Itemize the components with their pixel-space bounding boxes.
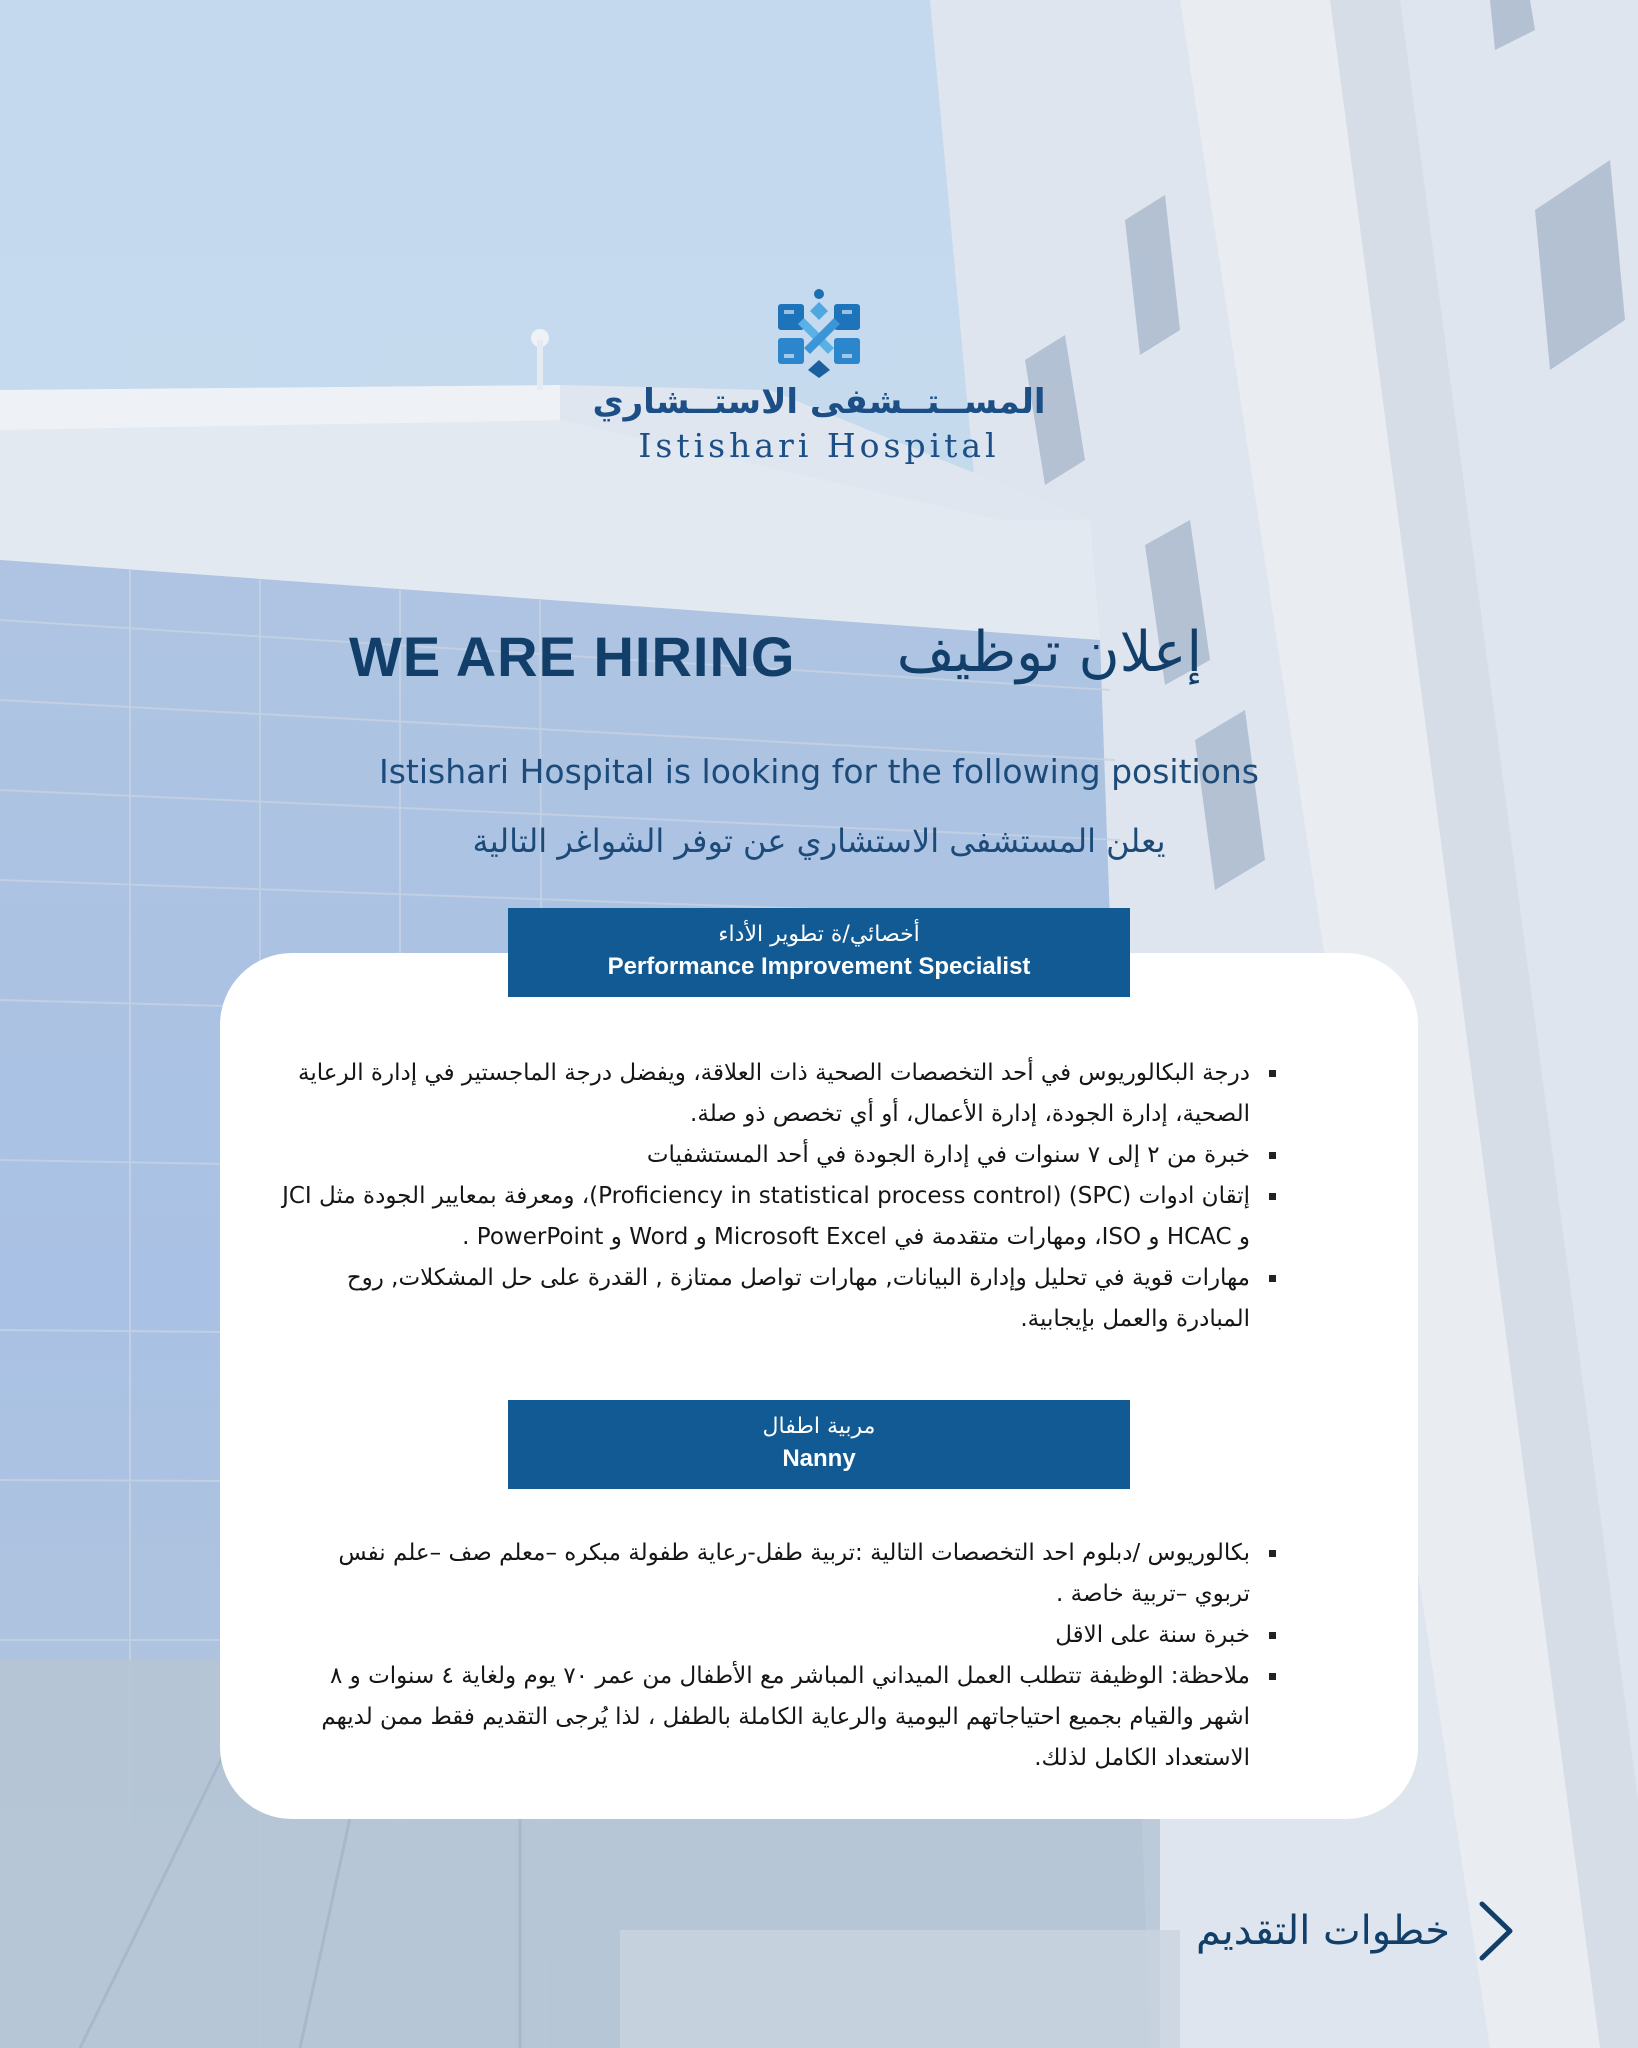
requirement-item: خبرة من ٢ إلى ٧ سنوات في إدارة الجودة في أحد المستشفيات: [276, 1135, 1276, 1176]
chevron-right-icon: [1476, 1900, 1516, 1962]
apply-steps-label: خطوات التقديم: [1195, 1908, 1450, 1954]
apply-steps-link[interactable]: [1196, 1900, 1516, 1962]
position-title-english: Nanny: [782, 1445, 856, 1472]
requirement-item: ملاحظة: الوظيفة تتطلب العمل الميداني المباشر مع الأطفال من عمر ٧٠ يوم ولغاية ٤ سنوات و ٨ اشهر والقيام بجميع احتياجاتهم اليومية والرعاية الكاملة بالطفل ، لذا يُرجى التقديم فقط ممن لديهم الاستعداد الكامل لذلك.: [276, 1656, 1276, 1779]
requirement-item: درجة البكالوريوس في أحد التخصصات الصحية ذات العلاقة، ويفضل درجة الماجستير في إدارة الرعاية الصحية، إدارة الجودة، إدارة الأعمال، أو أي تخصص ذو صلة.: [276, 1053, 1276, 1135]
position-banner-performance-specialist: [508, 908, 1130, 997]
requirement-item: إتقان ادوات (SPC) (Proficiency in statistical process control)، ومعرفة بمعايير الجودة مثل JCI و HCAC و ISO، ومهارات متقدمة في Microsoft Excel و Word و PowerPoint .: [276, 1176, 1276, 1258]
headline-arabic: إعلان توظيف: [896, 620, 1202, 685]
position-banner-nanny: [508, 1400, 1130, 1489]
position-title-arabic: أخصائي/ة تطوير الأداء: [718, 922, 920, 947]
hospital-logo: [0, 288, 1638, 465]
subtitle-english: Istishari Hospital is looking for the following positions: [378, 752, 1259, 791]
requirement-item: خبرة سنة على الاقل: [276, 1615, 1276, 1656]
headline-english: WE ARE HIRING: [349, 625, 796, 688]
requirement-item: مهارات قوية في تحليل وإدارة البيانات, مهارات تواصل ممتازة , القدرة على حل المشكلات, روح المبادرة والعمل بإيجابية.: [276, 1258, 1276, 1340]
requirement-item: بكالوريوس /دبلوم احد التخصصات التالية :تربية طفل-رعاية طفولة مبكره –معلم صف –علم نفس تربوي –تربية خاصة .: [276, 1533, 1276, 1615]
logo-mark-icon: [776, 288, 862, 378]
logo-english-name: Istishari Hospital: [638, 426, 1000, 465]
requirements-list-nanny: [276, 1533, 1276, 1779]
subtitle-arabic: يعلن المستشفى الاستشاري عن توفر الشواغر التالية: [472, 822, 1166, 860]
requirements-list-performance-specialist: [276, 1053, 1276, 1340]
position-title-english: Performance Improvement Specialist: [607, 953, 1031, 980]
logo-arabic-name: المســتــشفى الاستــشاري: [592, 382, 1046, 422]
position-title-arabic: مربية اطفال: [762, 1414, 876, 1439]
